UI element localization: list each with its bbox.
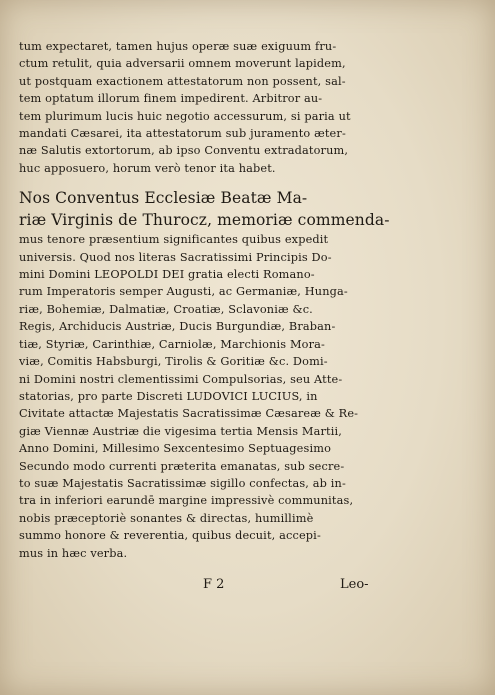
text-line: riæ, Bohemiæ, Dalmatiæ, Croatiæ, Sclavoniæ &c. (19, 302, 313, 316)
page-text (19, 38, 391, 562)
text-line: mandati Cæsarei, ita attestatorum sub juramento æter- (19, 127, 346, 141)
text-line: tem optatum illorum finem impedirent. Arbitror au- (19, 92, 323, 106)
text-line: to suæ Majestatis Sacratissimæ sigillo confectas, ab in- (19, 476, 346, 490)
text-line: tiæ, Styriæ, Carinthiæ, Carniolæ, Marchionis Mora- (19, 337, 326, 351)
text-line: mus tenore præsentium significantes quibus expedit (19, 233, 329, 247)
paragraph-gap (19, 177, 391, 187)
text-line: summo honore & reverentia, quibus decuit, accepi- (19, 529, 321, 543)
page-footer (0, 577, 495, 599)
text-line: mini Domini LEOPOLDI DEI gratia electi Romano- (19, 268, 315, 282)
document-heading-line: riæ Virginis de Thurocz, memoriæ commenda- (19, 211, 390, 230)
text-line: tum expectaret, tamen hujus operæ suæ exiguum fru- (19, 40, 337, 53)
text-line: Secundo modo currenti præterita emanatas, sub secre- (19, 459, 345, 473)
text-line: Regis, Archiducis Austriæ, Ducis Burgundiæ, Braban- (19, 320, 336, 334)
text-line: statorias, pro parte Discreti LUDOVICI LUCIUS, in (19, 389, 318, 403)
text-line: rum Imperatoris semper Augusti, ac Germaniæ, Hunga- (19, 285, 348, 299)
text-line: Anno Domini, Millesimo Sexcentesimo Septuagesimo (19, 442, 332, 456)
signature-mark: F 2 (203, 577, 225, 592)
text-line: ut postquam exactionem attestatorum non possent, sal- (19, 74, 346, 88)
text-line: viæ, Comitis Habsburgi, Tirolis & Goritiæ &c. Domi- (19, 355, 328, 369)
text-line: tem plurimum lucis huic negotio accessurum, si paria ut (19, 109, 351, 123)
text-line: giæ Viennæ Austriæ die vigesima tertia Mensis Martii, (19, 424, 342, 438)
text-line: ni Domini nostri clementissimi Compulsorias, seu Atte- (19, 372, 343, 386)
text-line: huc apposuero, horum verò tenor ita habet. (19, 161, 276, 175)
text-line: ctum retulit, quia adversarii omnem moverunt lapidem, (19, 57, 346, 71)
text-line: tra in inferiori earundē margine impressivè communitas, (19, 494, 354, 508)
text-line: Civitate attactæ Majestatis Sacratissimæ Cæsareæ & Re- (19, 407, 359, 421)
document-heading-line: Nos Conventus Ecclesiæ Beatæ Ma- (19, 189, 308, 208)
text-line: mus in hæc verba. (19, 546, 128, 560)
catchword: Leo- (340, 577, 369, 592)
text-line: universis. Quod nos literas Sacratissimi Principis Do- (19, 250, 332, 264)
text-line: næ Salutis extortorum, ab ipso Conventu extradatorum, (19, 144, 349, 158)
text-line: nobis præceptoriè sonantes & directas, humillimè (19, 511, 314, 525)
